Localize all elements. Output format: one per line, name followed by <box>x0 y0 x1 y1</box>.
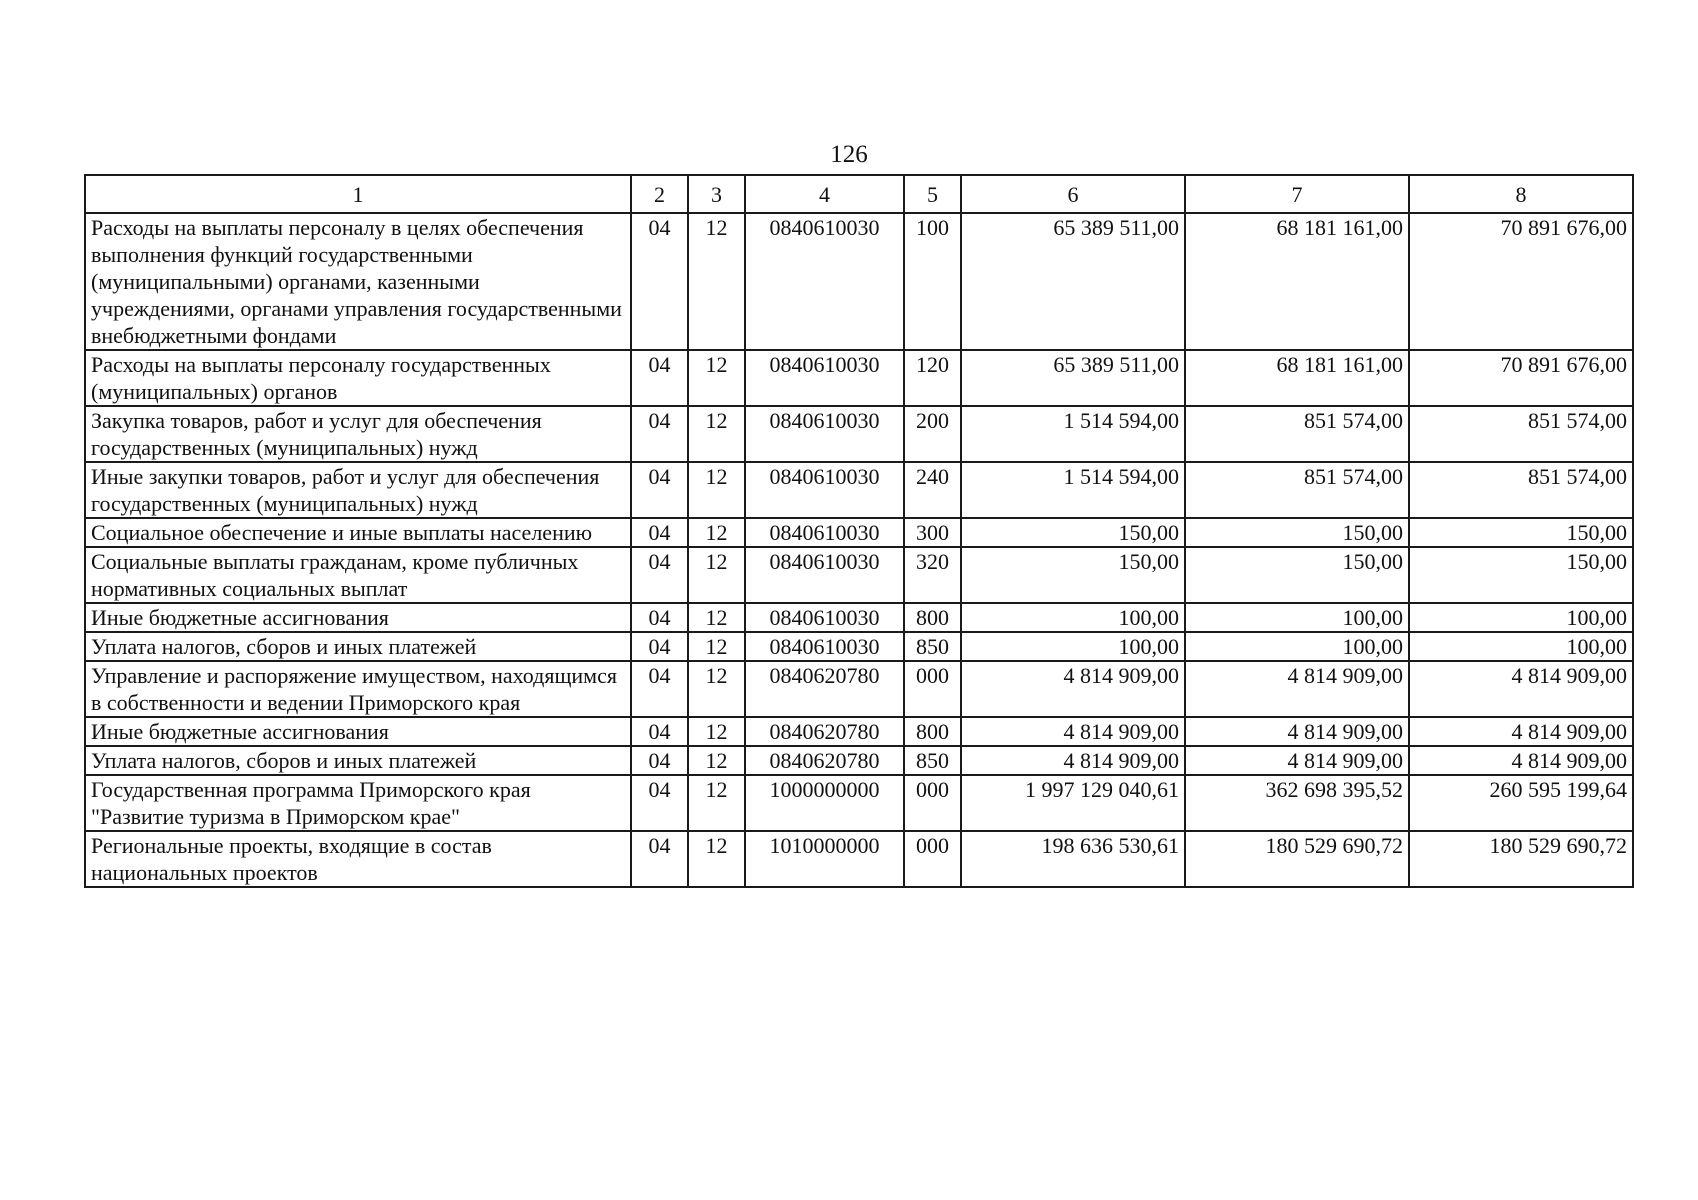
expense-name: Иные закупки товаров, работ и услуг для обеспечения государственных (муниципальных) нужд <box>85 462 631 518</box>
subsection-code: 12 <box>688 831 745 887</box>
subsection-code: 12 <box>688 462 745 518</box>
target-article-code: 0840610030 <box>745 603 904 632</box>
target-article-code: 0840620780 <box>745 661 904 717</box>
section-code: 04 <box>631 547 688 603</box>
target-article-code: 0840610030 <box>745 518 904 547</box>
table-row <box>85 406 1633 462</box>
table-row <box>85 831 1633 887</box>
amount-col-6: 1 514 594,00 <box>961 462 1185 518</box>
target-article-code: 0840610030 <box>745 632 904 661</box>
table-row <box>85 775 1633 831</box>
table-row <box>85 547 1633 603</box>
expense-name: Расходы на выплаты персоналу в целях обеспечения выполнения функций государственными (муниципальными) органами, казенными учреждениями, органами управления государственными внебюджетными фондами <box>85 213 631 350</box>
amount-col-7: 68 181 161,00 <box>1185 350 1409 406</box>
amount-col-6: 4 814 909,00 <box>961 717 1185 746</box>
expense-name: Закупка товаров, работ и услуг для обеспечения государственных (муниципальных) нужд <box>85 406 631 462</box>
expense-name: Социальное обеспечение и иные выплаты населению <box>85 518 631 547</box>
subsection-code: 12 <box>688 775 745 831</box>
table-row <box>85 717 1633 746</box>
subsection-code: 12 <box>688 350 745 406</box>
expense-type-code: 850 <box>904 746 961 775</box>
subsection-code: 12 <box>688 746 745 775</box>
target-article-code: 0840620780 <box>745 717 904 746</box>
amount-col-8: 100,00 <box>1409 632 1633 661</box>
table-row <box>85 632 1633 661</box>
target-article-code: 0840620780 <box>745 746 904 775</box>
amount-col-8: 851 574,00 <box>1409 462 1633 518</box>
amount-col-8: 100,00 <box>1409 603 1633 632</box>
section-code: 04 <box>631 603 688 632</box>
section-code: 04 <box>631 831 688 887</box>
table-row <box>85 746 1633 775</box>
amount-col-6: 1 514 594,00 <box>961 406 1185 462</box>
amount-col-6: 65 389 511,00 <box>961 350 1185 406</box>
expense-type-code: 000 <box>904 831 961 887</box>
expense-name: Расходы на выплаты персоналу государственных (муниципальных) органов <box>85 350 631 406</box>
amount-col-8: 260 595 199,64 <box>1409 775 1633 831</box>
amount-col-8: 180 529 690,72 <box>1409 831 1633 887</box>
amount-col-8: 851 574,00 <box>1409 406 1633 462</box>
header-row <box>85 175 1633 213</box>
section-code: 04 <box>631 746 688 775</box>
section-code: 04 <box>631 717 688 746</box>
expense-type-code: 850 <box>904 632 961 661</box>
target-article-code: 1000000000 <box>745 775 904 831</box>
amount-col-8: 70 891 676,00 <box>1409 213 1633 350</box>
expense-name: Региональные проекты, входящие в состав национальных проектов <box>85 831 631 887</box>
subsection-code: 12 <box>688 632 745 661</box>
amount-col-7: 68 181 161,00 <box>1185 213 1409 350</box>
header-cell: 4 <box>745 175 904 213</box>
section-code: 04 <box>631 462 688 518</box>
expense-type-code: 240 <box>904 462 961 518</box>
table-row <box>85 462 1633 518</box>
table-row <box>85 213 1633 350</box>
target-article-code: 0840610030 <box>745 213 904 350</box>
amount-col-7: 180 529 690,72 <box>1185 831 1409 887</box>
amount-col-7: 4 814 909,00 <box>1185 661 1409 717</box>
expense-type-code: 800 <box>904 717 961 746</box>
section-code: 04 <box>631 350 688 406</box>
budget-table <box>84 174 1634 888</box>
table-row <box>85 603 1633 632</box>
header-cell: 2 <box>631 175 688 213</box>
amount-col-7: 4 814 909,00 <box>1185 746 1409 775</box>
amount-col-8: 4 814 909,00 <box>1409 661 1633 717</box>
amount-col-6: 4 814 909,00 <box>961 746 1185 775</box>
section-code: 04 <box>631 661 688 717</box>
amount-col-8: 70 891 676,00 <box>1409 350 1633 406</box>
amount-col-6: 150,00 <box>961 547 1185 603</box>
subsection-code: 12 <box>688 717 745 746</box>
amount-col-7: 4 814 909,00 <box>1185 717 1409 746</box>
expense-name: Социальные выплаты гражданам, кроме публичных нормативных социальных выплат <box>85 547 631 603</box>
header-cell: 8 <box>1409 175 1633 213</box>
header-cell: 1 <box>85 175 631 213</box>
subsection-code: 12 <box>688 547 745 603</box>
target-article-code: 0840610030 <box>745 547 904 603</box>
amount-col-8: 4 814 909,00 <box>1409 717 1633 746</box>
table-row <box>85 350 1633 406</box>
expense-type-code: 100 <box>904 213 961 350</box>
header-cell: 7 <box>1185 175 1409 213</box>
section-code: 04 <box>631 213 688 350</box>
amount-col-8: 150,00 <box>1409 547 1633 603</box>
expense-name: Государственная программа Приморского края "Развитие туризма в Приморском крае" <box>85 775 631 831</box>
section-code: 04 <box>631 406 688 462</box>
header-cell: 6 <box>961 175 1185 213</box>
expense-name: Иные бюджетные ассигнования <box>85 717 631 746</box>
expense-type-code: 120 <box>904 350 961 406</box>
amount-col-6: 100,00 <box>961 632 1185 661</box>
subsection-code: 12 <box>688 603 745 632</box>
amount-col-7: 100,00 <box>1185 603 1409 632</box>
amount-col-7: 100,00 <box>1185 632 1409 661</box>
expense-name: Уплата налогов, сборов и иных платежей <box>85 632 631 661</box>
expense-type-code: 320 <box>904 547 961 603</box>
amount-col-7: 851 574,00 <box>1185 462 1409 518</box>
subsection-code: 12 <box>688 406 745 462</box>
target-article-code: 0840610030 <box>745 406 904 462</box>
target-article-code: 0840610030 <box>745 350 904 406</box>
amount-col-8: 4 814 909,00 <box>1409 746 1633 775</box>
target-article-code: 0840610030 <box>745 462 904 518</box>
table-body <box>85 213 1633 887</box>
page-number: 126 <box>830 141 868 168</box>
expense-type-code: 000 <box>904 775 961 831</box>
amount-col-6: 1 997 129 040,61 <box>961 775 1185 831</box>
expense-name: Иные бюджетные ассигнования <box>85 603 631 632</box>
amount-col-8: 150,00 <box>1409 518 1633 547</box>
amount-col-6: 150,00 <box>961 518 1185 547</box>
target-article-code: 1010000000 <box>745 831 904 887</box>
expense-name: Уплата налогов, сборов и иных платежей <box>85 746 631 775</box>
expense-type-code: 300 <box>904 518 961 547</box>
table-row <box>85 661 1633 717</box>
subsection-code: 12 <box>688 661 745 717</box>
expense-type-code: 000 <box>904 661 961 717</box>
expense-type-code: 800 <box>904 603 961 632</box>
table-row <box>85 518 1633 547</box>
section-code: 04 <box>631 775 688 831</box>
amount-col-7: 150,00 <box>1185 518 1409 547</box>
header-cell: 5 <box>904 175 961 213</box>
amount-col-7: 851 574,00 <box>1185 406 1409 462</box>
subsection-code: 12 <box>688 213 745 350</box>
amount-col-7: 150,00 <box>1185 547 1409 603</box>
section-code: 04 <box>631 518 688 547</box>
amount-col-6: 65 389 511,00 <box>961 213 1185 350</box>
amount-col-6: 4 814 909,00 <box>961 661 1185 717</box>
expense-type-code: 200 <box>904 406 961 462</box>
expense-name: Управление и распоряжение имуществом, находящимся в собственности и ведении Приморского края <box>85 661 631 717</box>
section-code: 04 <box>631 632 688 661</box>
header-cell: 3 <box>688 175 745 213</box>
subsection-code: 12 <box>688 518 745 547</box>
amount-col-6: 100,00 <box>961 603 1185 632</box>
amount-col-6: 198 636 530,61 <box>961 831 1185 887</box>
amount-col-7: 362 698 395,52 <box>1185 775 1409 831</box>
table-header <box>85 175 1633 213</box>
